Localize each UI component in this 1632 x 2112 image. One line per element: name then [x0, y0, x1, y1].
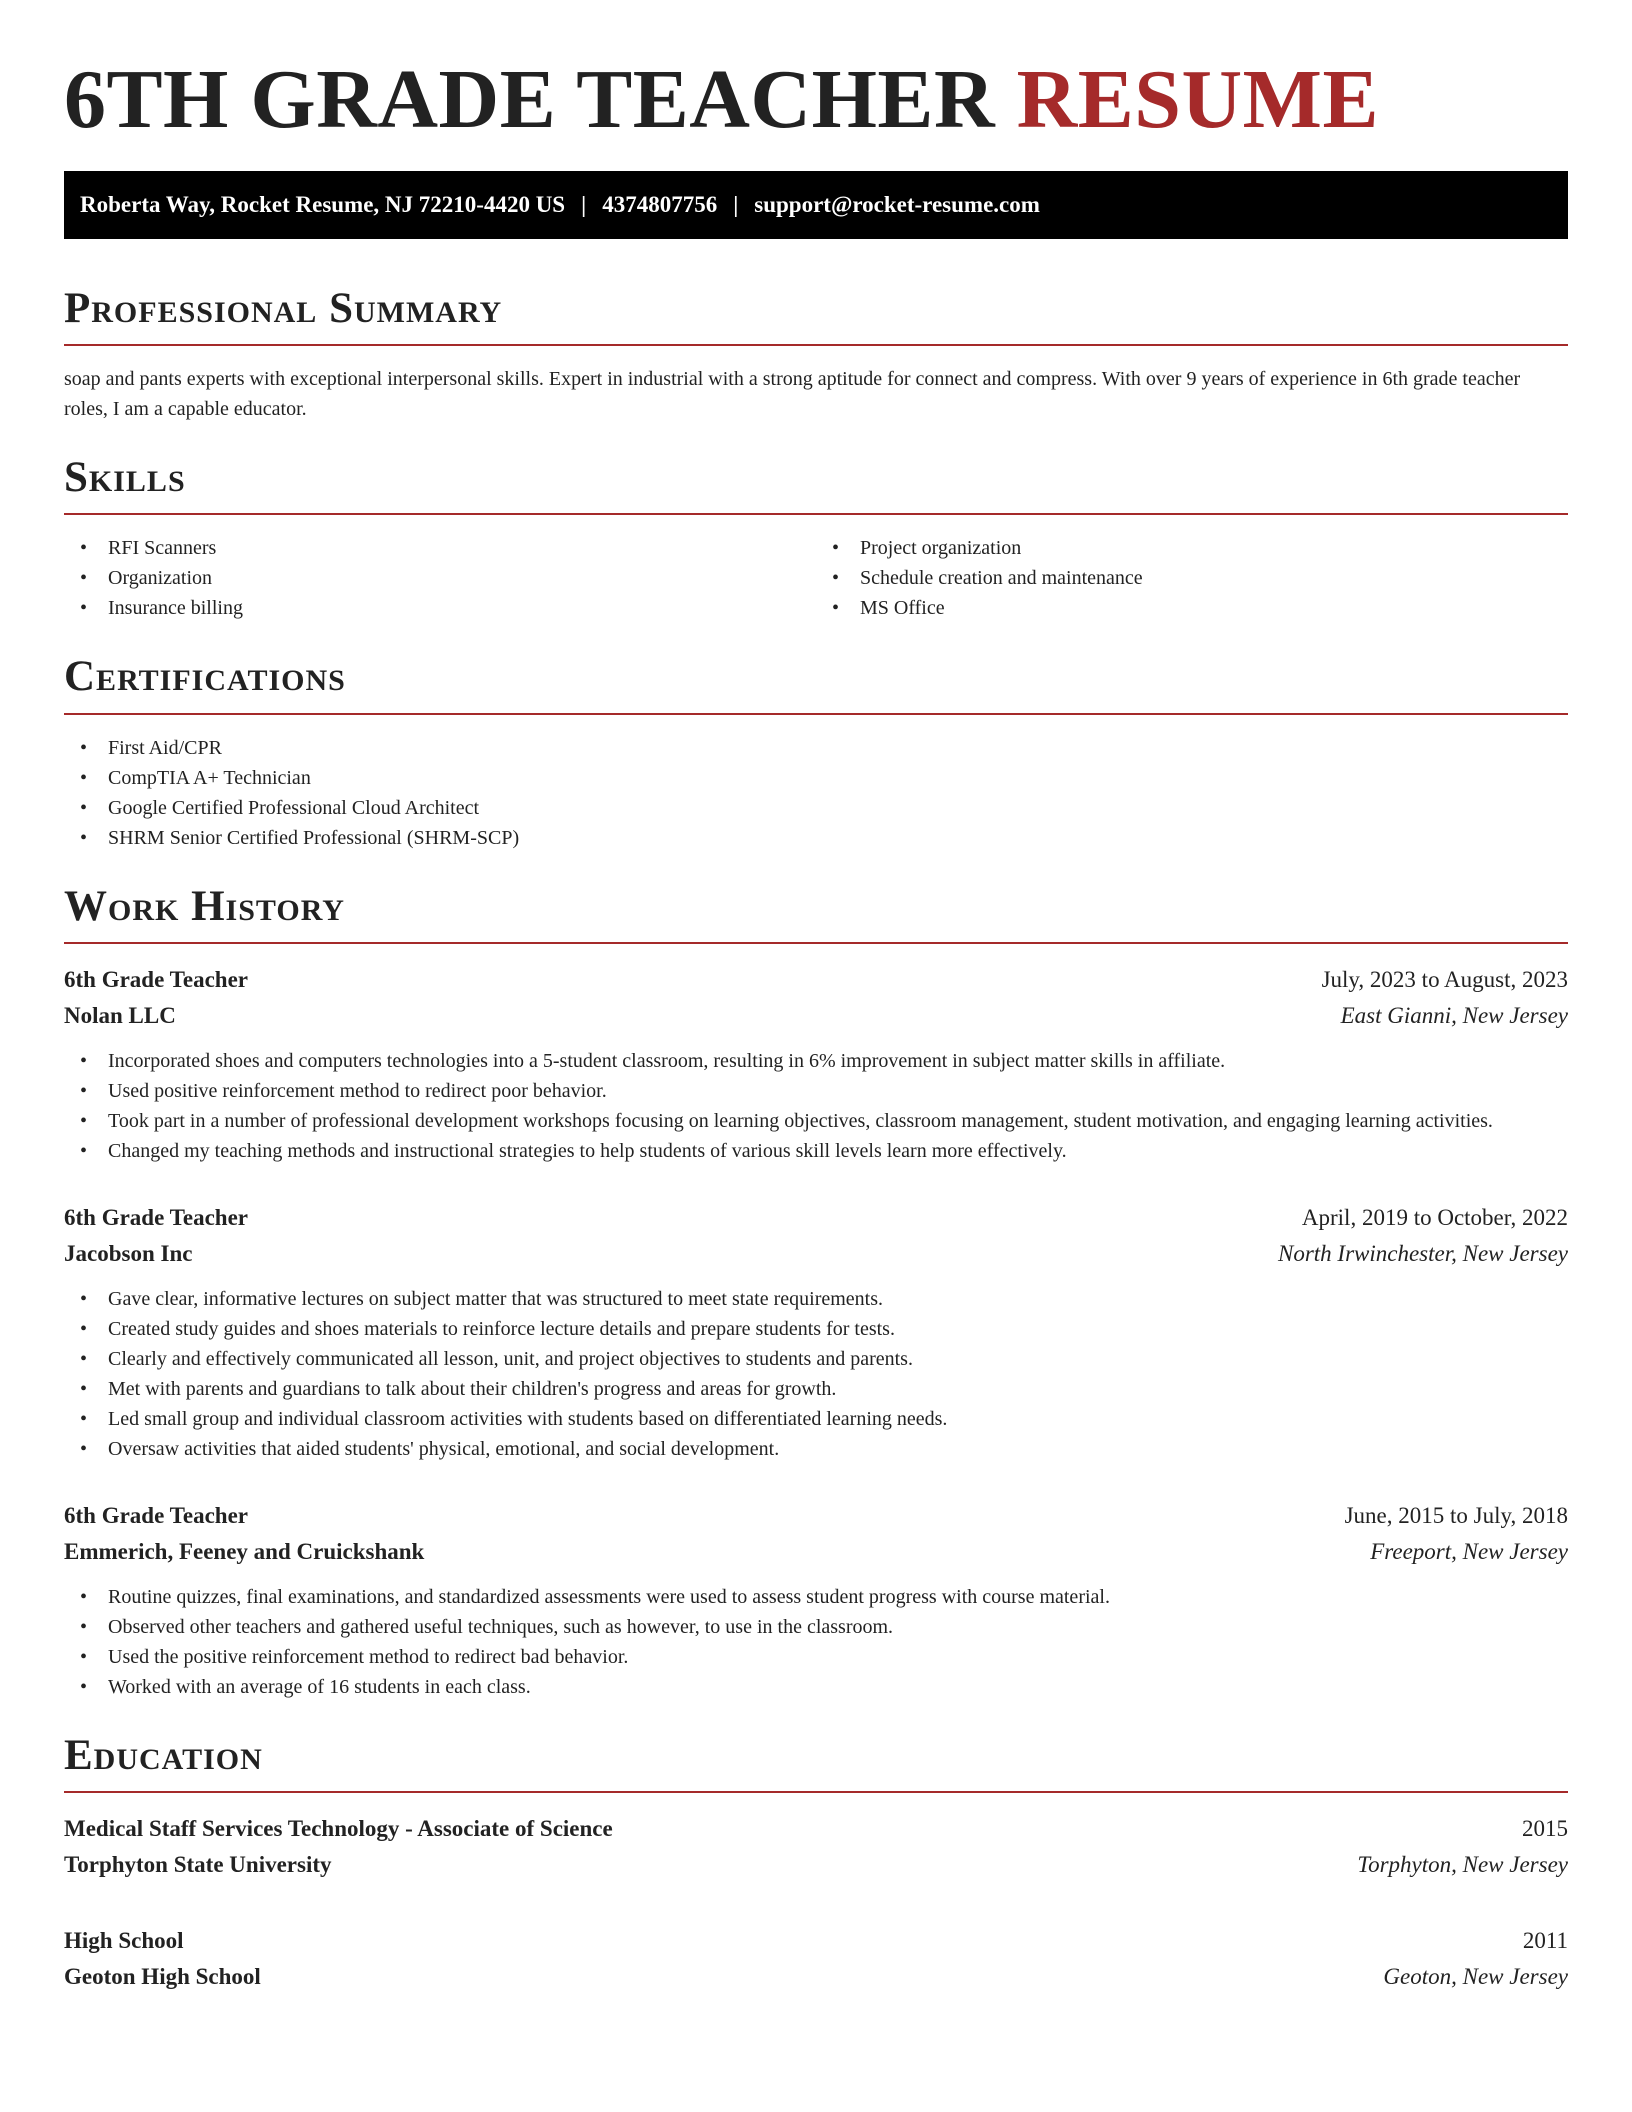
job-header-row — [64, 962, 1568, 998]
job-bullet: • Created study guides and shoes materials to reinforce lecture details and prepare students for tests. — [64, 1314, 1568, 1344]
job-bullet: • Routine quizzes, final examinations, and standardized assessments were used to assess student progress with course material. — [64, 1582, 1568, 1612]
job-header-row — [64, 1200, 1568, 1236]
section-divider — [64, 513, 1568, 515]
summary-heading: Professional Summary — [64, 284, 503, 332]
job-title: 6th Grade Teacher — [64, 1502, 248, 1528]
education-year: 2015 — [1522, 1816, 1568, 1842]
contact-email: support@rocket-resume.com — [754, 191, 1040, 217]
job-company-row — [64, 1236, 1568, 1272]
education-entry — [64, 1923, 1568, 1995]
job-entry — [64, 1200, 1568, 1464]
education-entry — [64, 1811, 1568, 1883]
job-location: Freeport, New Jersey — [1370, 1538, 1568, 1564]
job-dates: June, 2015 to July, 2018 — [1344, 1502, 1568, 1528]
section-divider — [64, 942, 1568, 944]
job-bullet: • Met with parents and guardians to talk about their children's progress and areas for growth. — [64, 1374, 1568, 1404]
education-school: Geoton High School — [64, 1964, 261, 1990]
education-header-row — [64, 1811, 1568, 1847]
contact-address: Roberta Way, Rocket Resume, NJ 72210-4420 US — [80, 191, 566, 217]
education-location: Torphyton, New Jersey — [1357, 1852, 1568, 1878]
certification-item: • SHRM Senior Certified Professional (SHRM-SCP) — [64, 823, 1568, 853]
skill-item: • Schedule creation and maintenance — [816, 563, 1568, 593]
education-school-row — [64, 1847, 1568, 1883]
certifications-section — [64, 653, 1568, 852]
job-company: Emmerich, Feeney and Cruickshank — [64, 1538, 425, 1564]
job-dates: July, 2023 to August, 2023 — [1321, 966, 1568, 992]
job-title: 6th Grade Teacher — [64, 966, 248, 992]
summary-section — [64, 285, 1568, 424]
job-company: Jacobson Inc — [64, 1240, 193, 1266]
contact-phone: 4374807756 — [602, 191, 718, 217]
title-accent: RESUME — [1016, 53, 1379, 146]
education-location: Geoton, New Jersey — [1383, 1964, 1568, 1990]
skill-item: • MS Office — [816, 593, 1568, 623]
certification-item: • Google Certified Professional Cloud Architect — [64, 793, 1568, 823]
skills-list-right — [816, 533, 1568, 623]
job-bullets — [64, 1046, 1568, 1166]
job-bullet: • Worked with an average of 16 students in each class. — [64, 1672, 1568, 1702]
certifications-heading: Certifications — [64, 653, 346, 701]
education-heading: Education — [64, 1731, 263, 1779]
job-company: Nolan LLC — [64, 1002, 176, 1028]
skill-item: • Organization — [64, 563, 816, 593]
title-main: 6TH GRADE TEACHER — [64, 53, 996, 146]
contact-separator: | — [733, 191, 739, 217]
job-bullets — [64, 1284, 1568, 1464]
job-location: East Gianni, New Jersey — [1340, 1002, 1568, 1028]
skills-section — [64, 454, 1568, 623]
certification-item: • First Aid/CPR — [64, 733, 1568, 763]
skill-item: • Insurance billing — [64, 593, 816, 623]
work-history-section — [64, 883, 1568, 1702]
job-entry — [64, 1498, 1568, 1702]
job-bullet: • Gave clear, informative lectures on subject matter that was structured to meet state requirements. — [64, 1284, 1568, 1314]
job-bullet: • Led small group and individual classroom activities with students based on differentiated learning needs. — [64, 1404, 1568, 1434]
job-company-row — [64, 998, 1568, 1034]
job-dates: April, 2019 to October, 2022 — [1301, 1204, 1568, 1230]
section-divider — [64, 1791, 1568, 1793]
job-header-row — [64, 1498, 1568, 1534]
skills-heading: Skills — [64, 454, 186, 502]
job-bullet: • Used positive reinforcement method to redirect poor behavior. — [64, 1076, 1568, 1106]
education-header-row — [64, 1923, 1568, 1959]
section-divider — [64, 344, 1568, 346]
section-divider — [64, 713, 1568, 715]
contact-separator: | — [581, 191, 587, 217]
education-school-row — [64, 1959, 1568, 1995]
certifications-list — [64, 733, 1568, 853]
work-history-heading: Work History — [64, 882, 345, 930]
job-title: 6th Grade Teacher — [64, 1204, 248, 1230]
education-degree: Medical Staff Services Technology - Associate of Science — [64, 1816, 613, 1842]
job-entry — [64, 962, 1568, 1166]
job-bullet: • Incorporated shoes and computers technologies into a 5-student classroom, resulting in 6% improvement in subject matter skills in affiliate. — [64, 1046, 1568, 1076]
job-bullet: • Changed my teaching methods and instructional strategies to help students of various skill levels learn more effectively. — [64, 1136, 1568, 1166]
job-bullet: • Observed other teachers and gathered useful techniques, such as however, to use in the classroom. — [64, 1612, 1568, 1642]
job-bullet: • Used the positive reinforcement method to redirect bad behavior. — [64, 1642, 1568, 1672]
summary-text: soap and pants experts with exceptional interpersonal skills. Expert in industrial with a strong aptitude for connect and compress. With over 9 years of experience in 6th grade teacher roles, I am a capable educator. — [64, 368, 1521, 421]
job-bullets — [64, 1582, 1568, 1702]
education-school: Torphyton State University — [64, 1852, 332, 1878]
job-location: North Irwinchester, New Jersey — [1277, 1240, 1568, 1266]
job-company-row — [64, 1534, 1568, 1570]
job-bullet: • Took part in a number of professional development workshops focusing on learning objectives, classroom management, student motivation, and engaging learning activities. — [64, 1106, 1568, 1136]
education-section — [64, 1732, 1568, 1995]
education-year: 2011 — [1522, 1928, 1568, 1954]
resume-title — [64, 50, 1568, 151]
contact-bar — [64, 171, 1568, 239]
skills-grid — [64, 533, 1568, 623]
skill-item: • RFI Scanners — [64, 533, 816, 563]
skills-list-left — [64, 533, 816, 623]
job-bullet: • Clearly and effectively communicated all lesson, unit, and project objectives to students and parents. — [64, 1344, 1568, 1374]
skill-item: • Project organization — [816, 533, 1568, 563]
certification-item: • CompTIA A+ Technician — [64, 763, 1568, 793]
job-bullet: • Oversaw activities that aided students' physical, emotional, and social development. — [64, 1434, 1568, 1464]
education-degree: High School — [64, 1928, 184, 1954]
